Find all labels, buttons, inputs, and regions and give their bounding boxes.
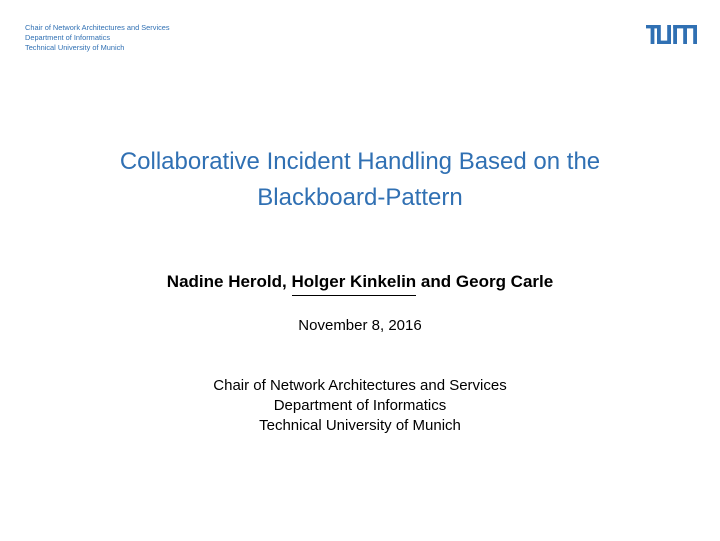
title-line-1: Collaborative Incident Handling Based on the (119, 148, 601, 175)
author-herold: Nadine Herold, (166, 272, 287, 291)
header-department: Department of Informatics (25, 33, 111, 42)
affiliation-university: Technical University of Munich (259, 417, 461, 434)
author-carle: Georg Carle (455, 272, 554, 291)
affiliation-block (0, 376, 720, 436)
author-list (0, 272, 720, 292)
header-affiliation (25, 23, 170, 53)
affiliation-department: Department of Informatics (273, 397, 447, 414)
author-kinkelin-presenter: Holger Kinkelin (291, 272, 417, 291)
title-line-2: Blackboard-Pattern (257, 184, 463, 211)
header-university: Technical University of Munich (25, 43, 125, 52)
tum-logo-icon (646, 25, 697, 49)
affiliation-chair: Chair of Network Architectures and Services (213, 377, 507, 394)
presentation-title (0, 144, 720, 216)
author-connector: and (420, 272, 452, 291)
presentation-date: November 8, 2016 (298, 317, 422, 334)
header-chair: Chair of Network Architectures and Services (25, 23, 170, 32)
